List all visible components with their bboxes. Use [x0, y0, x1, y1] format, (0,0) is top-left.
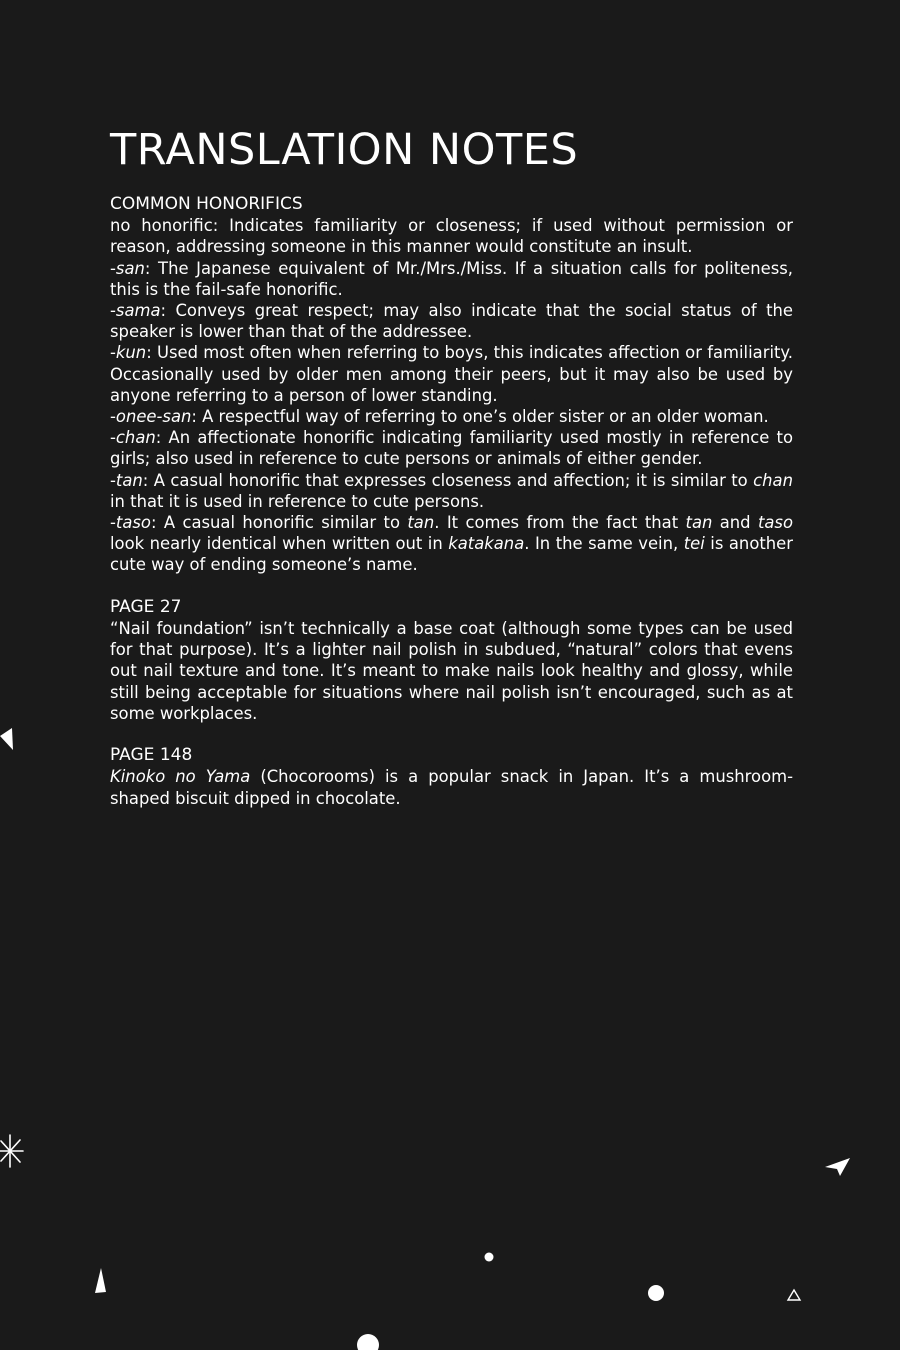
section-page-27 [110, 597, 793, 724]
circle-dot-icon [646, 1283, 666, 1303]
honorific-term: taso [757, 513, 793, 533]
honorific-term: tei [683, 534, 705, 554]
small-dot-icon [483, 1251, 495, 1263]
honorific-term: tan [115, 470, 143, 490]
honorific-term: taso [115, 513, 151, 533]
honorific-entry-onee-san: -onee-san: A respectful way of referring to one’s older sister or an older woman. [110, 407, 769, 427]
honorific-entry-sama: -sama: Conveys great respect; may also indicate that the social status of the speaker is lower than that of the addressee. [110, 301, 793, 342]
half-circle-icon [355, 1332, 381, 1350]
notes-body [110, 194, 793, 830]
honorific-term: san [115, 258, 145, 278]
honorific-entry-taso: -taso: A casual honorific similar to tan. It comes from the fact that tan and taso look nearly identical when written out in katakana. In the same vein, tei is another cute way of ending someone’s name. [110, 513, 793, 575]
section-heading: PAGE 27 [110, 596, 182, 617]
section-heading: PAGE 148 [110, 745, 193, 766]
snack-name: Kinoko no Yama [110, 767, 251, 787]
honorific-term: tan [407, 513, 435, 533]
honorific-term: chan [753, 470, 793, 490]
honorific-term: onee-san [115, 407, 192, 427]
honorific-entry-chan: -chan: An affectionate honorific indicating familiarity used mostly in reference to girls; also used in reference to cute persons or animals of either gender. [110, 428, 793, 469]
section-page-148 [110, 745, 793, 809]
section-heading: COMMON HONORIFICS [110, 194, 303, 214]
note-paragraph: “Nail foundation” isn’t technically a base coat (although some types can be used for that purpose). It’s a lighter nail polish in subdued, “natural” colors that evens out nail texture and tone. It’s meant to make nails look healthy and glossy, while still being acceptable for situations where nail polish isn’t encouraged, such as at some workplaces. [110, 619, 793, 723]
outline-triangle-icon [786, 1288, 802, 1302]
section-common-honorifics [110, 194, 793, 576]
sparkle-asterisk-icon [0, 1134, 26, 1168]
honorific-term: katakana [448, 534, 525, 554]
page-title: TRANSLATION NOTES [110, 125, 579, 175]
note-paragraph: Kinoko no Yama (Chocorooms) is a popular snack in Japan. It’s a mushroom-shaped biscuit dipped in chocolate. [110, 767, 793, 808]
honorific-entry-tan: -tan: A casual honorific that expresses closeness and affection; it is similar to chan in that it is used in reference to cute persons. [110, 470, 793, 511]
paper-plane-icon [824, 1157, 852, 1177]
triangle-shard-icon [94, 1268, 108, 1294]
honorific-term: chan [115, 428, 156, 448]
honorific-entry-kun: -kun: Used most often when referring to boys, this indicates affection or familiarity. Occasionally used by older men among their peers, but it may also be used by anyone referring to a person of lower standing. [110, 343, 793, 405]
honorific-entry-san: -san: The Japanese equivalent of Mr./Mrs./Miss. If a situation calls for politeness, this is the fail-safe honorific. [110, 258, 793, 299]
honorific-entry-none: no honorific: Indicates familiarity or closeness; if used without permission or reason, addressing someone in this manner would constitute an insult. [110, 216, 793, 257]
honorific-term: kun [115, 343, 147, 363]
honorific-term: tan [685, 513, 713, 533]
honorific-term: sama [115, 301, 161, 321]
triangle-shard-icon [0, 728, 14, 752]
